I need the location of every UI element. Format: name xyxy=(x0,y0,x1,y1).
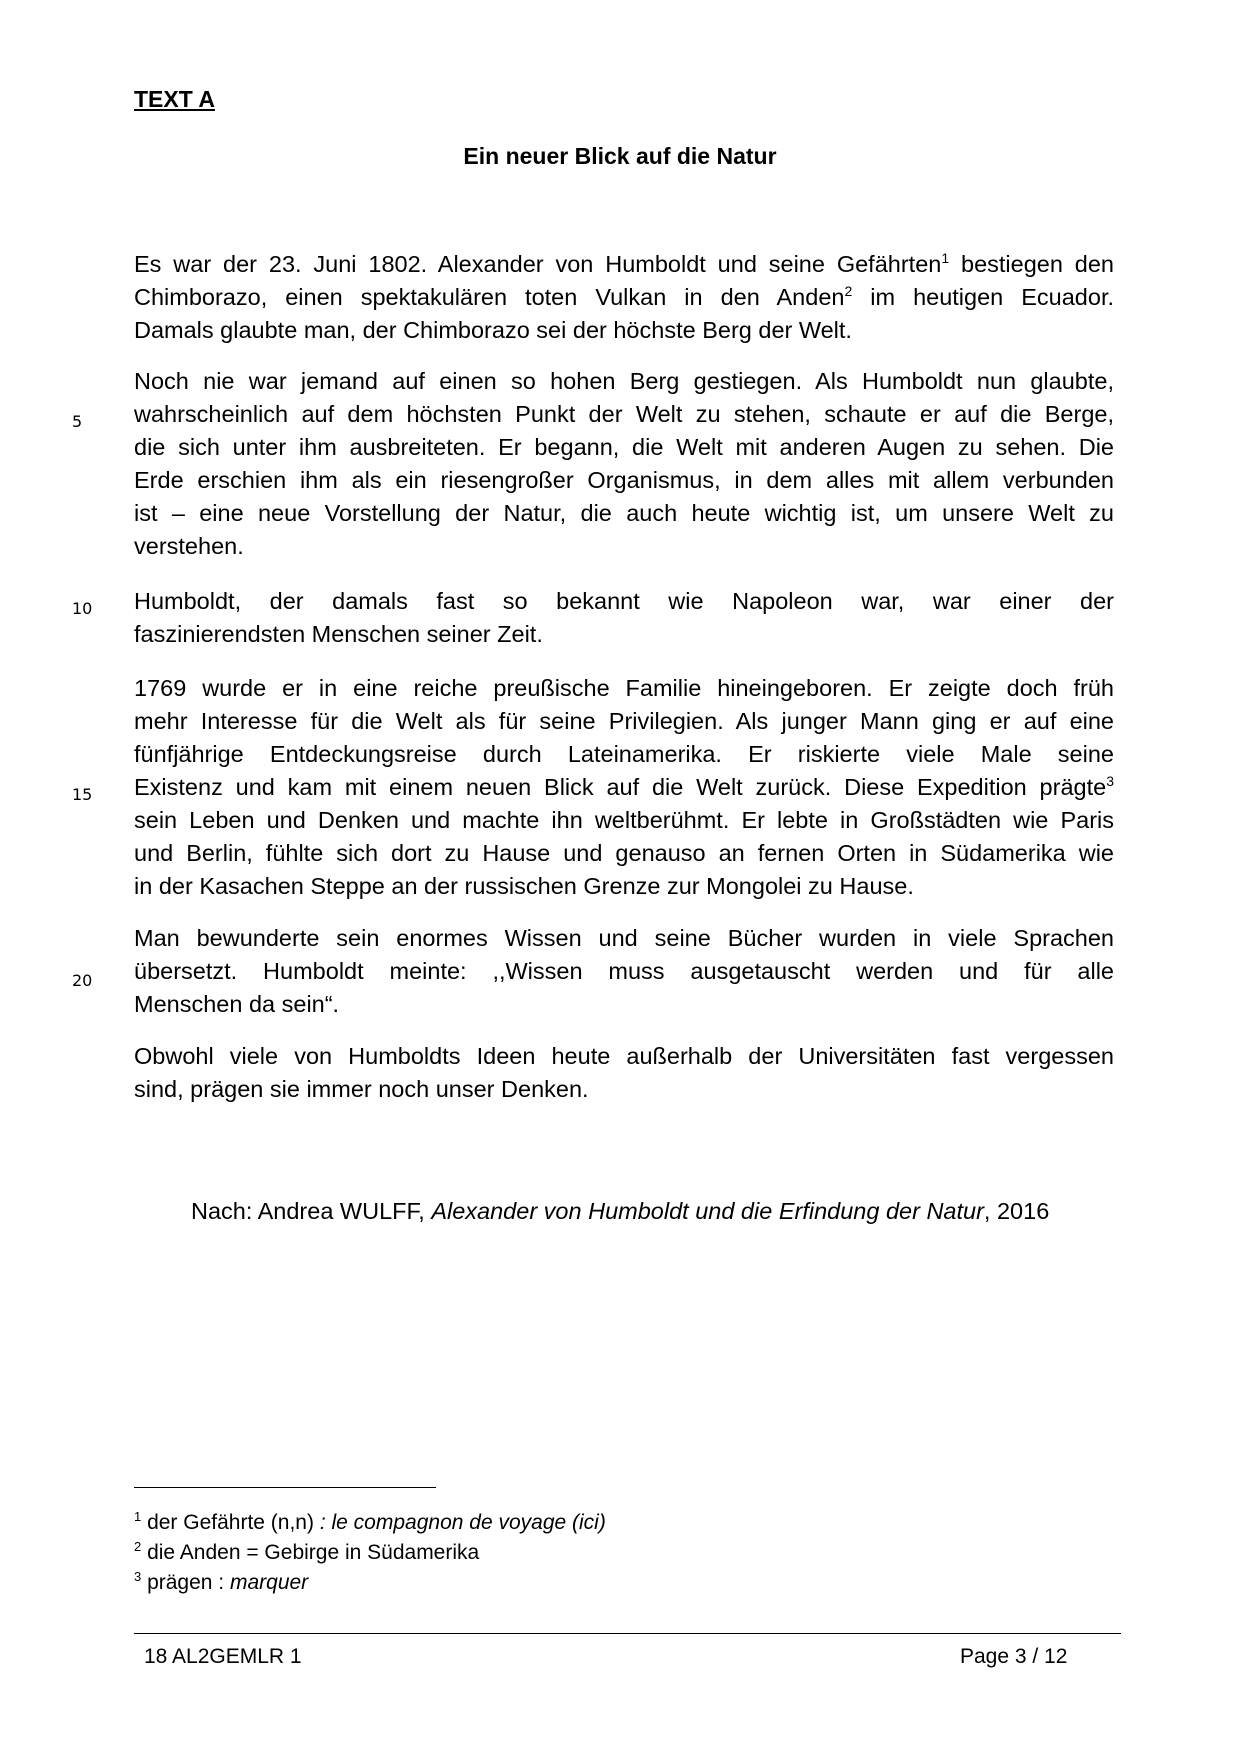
text-line: Damals glaubte man, der Chimborazo sei der höchste Berg der Welt. xyxy=(134,317,852,343)
document-code: 18 AL2GEMLR 1 xyxy=(144,1645,302,1668)
text-line: Menschen da sein“. xyxy=(134,991,340,1017)
text-line: die sich unter ihm ausbreiteten. Er begann, die Welt mit anderen Augen zu sehen. Die xyxy=(134,434,1114,460)
text-line: Erde erschien ihm als ein riesengroßer Organismus, in dem alles mit allem verbunden xyxy=(134,467,1114,493)
paragraph-3 xyxy=(134,585,1114,651)
footnote-ref: 1 xyxy=(941,250,950,266)
paragraph-6 xyxy=(134,1040,1114,1106)
footnote-3: $^3$ prägen : marquer xyxy=(134,1569,309,1594)
paragraph-2 xyxy=(134,365,1114,563)
book-title: Alexander von Humboldt und die Erfindung der Natur xyxy=(431,1198,984,1224)
footer-divider xyxy=(134,1633,1121,1634)
footnote-ref: 2 xyxy=(844,283,853,299)
text-heading: TEXT A xyxy=(134,86,215,112)
text-line: Chimborazo, einen spektakulären toten Vulkan in den Anden$^2$ im heutigen Ecuador. xyxy=(134,283,1115,310)
paragraph-1 xyxy=(134,248,1114,347)
text-line: sind, prägen sie immer noch unser Denken. xyxy=(134,1076,589,1102)
text-line: sein Leben und Denken und machte ihn weltberühmt. Er lebte in Großstädten wie Paris xyxy=(134,807,1114,833)
text-line: Existenz und kam mit einem neuen Blick auf die Welt zurück. Diese Expedition prägte$^3$ xyxy=(134,773,1114,800)
text-line: ist – eine neue Vorstellung der Natur, die auch heute wichtig ist, um unsere Welt zu xyxy=(134,500,1114,526)
text-line: Obwohl viele von Humboldts Ideen heute außerhalb der Universitäten fast vergessen xyxy=(134,1043,1114,1069)
text-line: fünfjährige Entdeckungsreise durch Lateinamerika. Er riskierte viele Male seine xyxy=(134,741,1114,767)
page-number: Page 3 / 12 xyxy=(960,1645,1068,1668)
paragraph-4 xyxy=(134,672,1114,903)
text-line: verstehen. xyxy=(134,533,244,559)
footnote-1: $^1$ der Gefährte (n,n) : le compagnon de voyage (ici) xyxy=(134,1509,606,1534)
line-number: 20 xyxy=(72,971,93,990)
text-line: wahrscheinlich auf dem höchsten Punkt der Welt zu stehen, schaute er auf die Berge, xyxy=(134,401,1114,427)
text-line: 1769 wurde er in eine reiche preußische Familie hineingeboren. Er zeigte doch früh xyxy=(134,675,1114,701)
page-title: Ein neuer Blick auf die Natur xyxy=(463,143,777,169)
text-line: übersetzt. Humboldt meinte: ,,Wissen muss ausgetauscht werden und für alle xyxy=(134,958,1114,984)
line-number: 5 xyxy=(72,412,83,431)
text-line: und Berlin, fühlte sich dort zu Hause und genauso an fernen Orten in Südamerika wie xyxy=(134,840,1114,866)
text-line: Es war der 23. Juni 1802. Alexander von Humboldt und seine Gefährten$^1$ bestiegen den xyxy=(134,250,1114,277)
source-citation: Nach: Andrea WULFF, Alexander von Humboldt und die Erfindung der Natur, 2016 xyxy=(191,1198,1050,1224)
footnote-ref: 3 xyxy=(1106,773,1114,789)
footnote-2: $^2$ die Anden = Gebirge in Südamerika xyxy=(134,1539,480,1564)
text-line: faszinierendsten Menschen seiner Zeit. xyxy=(134,621,543,647)
text-line: Humboldt, der damals fast so bekannt wie Napoleon war, war einer der xyxy=(134,588,1114,614)
text-line: Man bewunderte sein enormes Wissen und seine Bücher wurden in viele Sprachen xyxy=(134,925,1114,951)
text-line: in der Kasachen Steppe an der russischen Grenze zur Mongolei zu Hause. xyxy=(134,873,914,899)
paragraph-5 xyxy=(134,922,1114,1021)
footnote-divider xyxy=(134,1487,436,1488)
line-number: 15 xyxy=(72,785,93,804)
text-line: Noch nie war jemand auf einen so hohen Berg gestiegen. Als Humboldt nun glaubte, xyxy=(134,368,1114,394)
text-line: mehr Interesse für die Welt als für seine Privilegien. Als junger Mann ging er auf eine xyxy=(134,708,1114,734)
line-number: 10 xyxy=(72,599,93,618)
